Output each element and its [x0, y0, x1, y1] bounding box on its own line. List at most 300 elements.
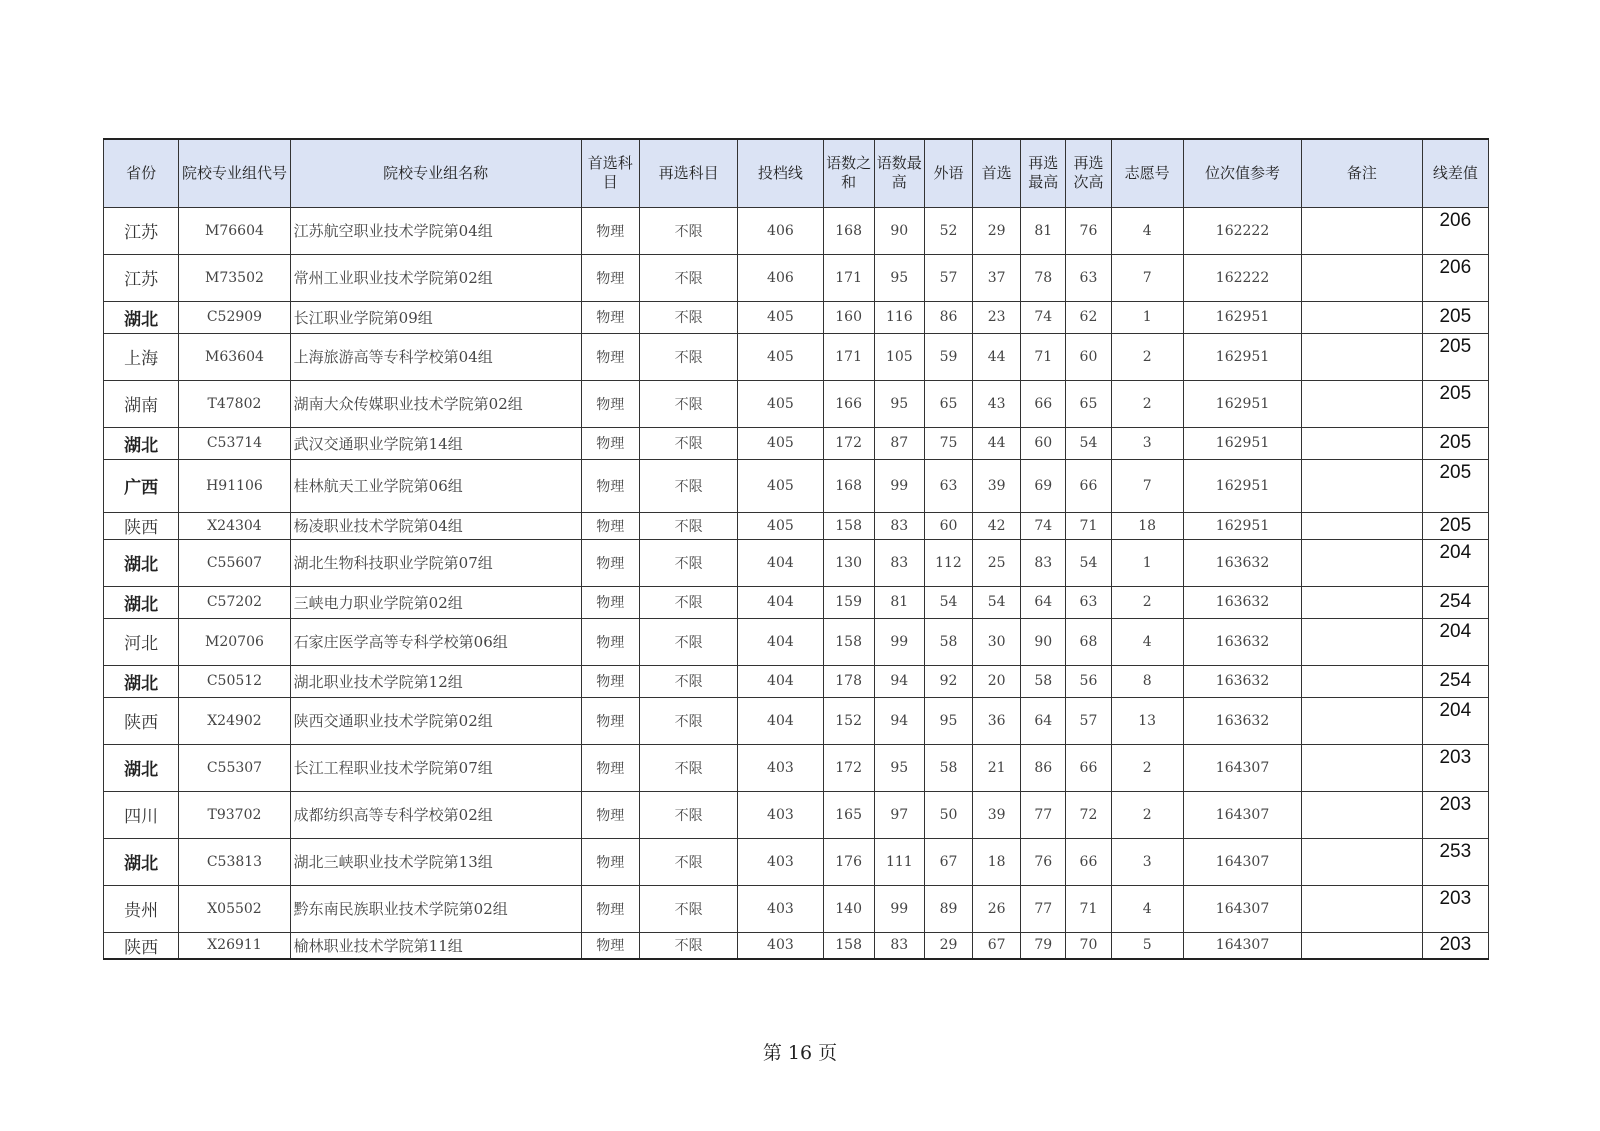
volunteer-number-cell: 2 [1111, 586, 1183, 618]
reselect-second-cell: 68 [1066, 618, 1111, 665]
first-subject-cell: 物理 [581, 697, 639, 744]
table-row [104, 744, 1489, 791]
line-diff-cell: 203 [1422, 932, 1488, 959]
rank-reference-cell: 163632 [1183, 539, 1301, 586]
code-cell: M76604 [179, 207, 290, 254]
note-cell [1302, 427, 1422, 459]
second-subject-cell: 不限 [639, 838, 737, 885]
school-name-cell: 杨凌职业技术学院第04组 [290, 512, 581, 539]
reselect-max-cell: 69 [1021, 459, 1066, 512]
province-cell: 陕西 [104, 512, 179, 539]
chinese-math-sum-cell: 159 [823, 586, 874, 618]
note-cell [1302, 207, 1422, 254]
first-subject-score-cell: 37 [973, 254, 1021, 301]
volunteer-number-cell: 2 [1111, 744, 1183, 791]
rank-reference-cell: 163632 [1183, 665, 1301, 697]
note-cell [1302, 459, 1422, 512]
reselect-second-cell: 60 [1066, 333, 1111, 380]
line-diff-cell: 254 [1422, 665, 1488, 697]
province-cell: 四川 [104, 791, 179, 838]
line-diff-cell: 205 [1422, 512, 1488, 539]
second-subject-cell: 不限 [639, 697, 737, 744]
code-cell: T93702 [179, 791, 290, 838]
note-cell [1302, 838, 1422, 885]
foreign-language-cell: 112 [924, 539, 972, 586]
cutoff-score-cell: 405 [738, 427, 823, 459]
reselect-second-cell: 76 [1066, 207, 1111, 254]
table-row [104, 380, 1489, 427]
chinese-math-sum-cell: 152 [823, 697, 874, 744]
line-diff-cell: 204 [1422, 539, 1488, 586]
foreign-language-cell: 50 [924, 791, 972, 838]
cutoff-score-cell: 403 [738, 791, 823, 838]
chinese-math-max-cell: 97 [874, 791, 924, 838]
cutoff-score-cell: 403 [738, 838, 823, 885]
cutoff-score-cell: 404 [738, 539, 823, 586]
volunteer-number-cell: 18 [1111, 512, 1183, 539]
rank-reference-cell: 162951 [1183, 459, 1301, 512]
volunteer-number-cell: 2 [1111, 791, 1183, 838]
school-name-cell: 桂林航天工业学院第06组 [290, 459, 581, 512]
table-row [104, 791, 1489, 838]
code-cell: M63604 [179, 333, 290, 380]
reselect-max-cell: 60 [1021, 427, 1066, 459]
table-row [104, 459, 1489, 512]
volunteer-number-cell: 7 [1111, 459, 1183, 512]
line-diff-cell: 206 [1422, 254, 1488, 301]
school-name-cell: 三峡电力职业学院第02组 [290, 586, 581, 618]
volunteer-number-cell: 2 [1111, 380, 1183, 427]
note-cell [1302, 885, 1422, 932]
reselect-second-cell: 63 [1066, 586, 1111, 618]
rank-reference-cell: 162951 [1183, 512, 1301, 539]
first-subject-score-cell: 44 [973, 427, 1021, 459]
table-row [104, 838, 1489, 885]
note-cell [1302, 380, 1422, 427]
chinese-math-max-cell: 99 [874, 618, 924, 665]
second-subject-cell: 不限 [639, 380, 737, 427]
first-subject-cell: 物理 [581, 838, 639, 885]
second-subject-cell: 不限 [639, 744, 737, 791]
reselect-max-cell: 77 [1021, 885, 1066, 932]
table-row [104, 539, 1489, 586]
line-diff-cell: 205 [1422, 333, 1488, 380]
reselect-max-cell: 71 [1021, 333, 1066, 380]
volunteer-number-cell: 8 [1111, 665, 1183, 697]
first-subject-score-cell: 23 [973, 301, 1021, 333]
foreign-language-cell: 86 [924, 301, 972, 333]
table-row [104, 207, 1489, 254]
chinese-math-max-cell: 90 [874, 207, 924, 254]
header-cell: 语数最高 [874, 139, 924, 207]
reselect-second-cell: 54 [1066, 539, 1111, 586]
table-row [104, 665, 1489, 697]
volunteer-number-cell: 4 [1111, 885, 1183, 932]
code-cell: C52909 [179, 301, 290, 333]
table-row [104, 333, 1489, 380]
second-subject-cell: 不限 [639, 333, 737, 380]
chinese-math-max-cell: 111 [874, 838, 924, 885]
table-header [104, 139, 1489, 207]
cutoff-score-cell: 406 [738, 207, 823, 254]
chinese-math-sum-cell: 158 [823, 512, 874, 539]
foreign-language-cell: 58 [924, 618, 972, 665]
foreign-language-cell: 58 [924, 744, 972, 791]
second-subject-cell: 不限 [639, 618, 737, 665]
cutoff-score-cell: 405 [738, 333, 823, 380]
line-diff-cell: 203 [1422, 744, 1488, 791]
header-cell: 投档线 [738, 139, 823, 207]
school-name-cell: 湖北职业技术学院第12组 [290, 665, 581, 697]
chinese-math-max-cell: 94 [874, 697, 924, 744]
reselect-second-cell: 56 [1066, 665, 1111, 697]
line-diff-cell: 203 [1422, 885, 1488, 932]
chinese-math-sum-cell: 168 [823, 459, 874, 512]
rank-reference-cell: 162951 [1183, 380, 1301, 427]
first-subject-score-cell: 30 [973, 618, 1021, 665]
reselect-second-cell: 66 [1066, 838, 1111, 885]
note-cell [1302, 301, 1422, 333]
header-cell: 首选科目 [581, 139, 639, 207]
note-cell [1302, 932, 1422, 959]
table-row [104, 301, 1489, 333]
reselect-max-cell: 74 [1021, 301, 1066, 333]
first-subject-cell: 物理 [581, 791, 639, 838]
table-row [104, 512, 1489, 539]
code-cell: M73502 [179, 254, 290, 301]
chinese-math-sum-cell: 172 [823, 427, 874, 459]
chinese-math-max-cell: 99 [874, 885, 924, 932]
rank-reference-cell: 164307 [1183, 932, 1301, 959]
note-cell [1302, 791, 1422, 838]
foreign-language-cell: 29 [924, 932, 972, 959]
cutoff-score-cell: 403 [738, 885, 823, 932]
chinese-math-sum-cell: 178 [823, 665, 874, 697]
table-row [104, 932, 1489, 959]
header-cell: 院校专业组代号 [179, 139, 290, 207]
reselect-second-cell: 57 [1066, 697, 1111, 744]
cutoff-score-cell: 403 [738, 932, 823, 959]
chinese-math-max-cell: 95 [874, 254, 924, 301]
first-subject-cell: 物理 [581, 618, 639, 665]
table-row [104, 427, 1489, 459]
first-subject-score-cell: 29 [973, 207, 1021, 254]
reselect-max-cell: 86 [1021, 744, 1066, 791]
chinese-math-sum-cell: 160 [823, 301, 874, 333]
reselect-max-cell: 64 [1021, 697, 1066, 744]
table-row [104, 586, 1489, 618]
reselect-second-cell: 71 [1066, 512, 1111, 539]
note-cell [1302, 665, 1422, 697]
foreign-language-cell: 63 [924, 459, 972, 512]
cutoff-score-cell: 404 [738, 697, 823, 744]
foreign-language-cell: 54 [924, 586, 972, 618]
first-subject-score-cell: 39 [973, 791, 1021, 838]
line-diff-cell: 205 [1422, 380, 1488, 427]
volunteer-number-cell: 3 [1111, 427, 1183, 459]
first-subject-cell: 物理 [581, 427, 639, 459]
reselect-max-cell: 66 [1021, 380, 1066, 427]
rank-reference-cell: 163632 [1183, 697, 1301, 744]
chinese-math-max-cell: 94 [874, 665, 924, 697]
line-diff-cell: 204 [1422, 618, 1488, 665]
reselect-max-cell: 64 [1021, 586, 1066, 618]
code-cell: C57202 [179, 586, 290, 618]
chinese-math-max-cell: 83 [874, 512, 924, 539]
table-row [104, 885, 1489, 932]
first-subject-score-cell: 42 [973, 512, 1021, 539]
second-subject-cell: 不限 [639, 427, 737, 459]
school-name-cell: 陕西交通职业技术学院第02组 [290, 697, 581, 744]
code-cell: C55607 [179, 539, 290, 586]
second-subject-cell: 不限 [639, 885, 737, 932]
line-diff-cell: 204 [1422, 697, 1488, 744]
volunteer-number-cell: 3 [1111, 838, 1183, 885]
admission-table [103, 138, 1489, 960]
code-cell: X26911 [179, 932, 290, 959]
note-cell [1302, 697, 1422, 744]
chinese-math-sum-cell: 176 [823, 838, 874, 885]
province-cell: 广西 [104, 459, 179, 512]
cutoff-score-cell: 405 [738, 301, 823, 333]
first-subject-score-cell: 44 [973, 333, 1021, 380]
second-subject-cell: 不限 [639, 512, 737, 539]
line-diff-cell: 253 [1422, 838, 1488, 885]
reselect-max-cell: 76 [1021, 838, 1066, 885]
second-subject-cell: 不限 [639, 254, 737, 301]
chinese-math-sum-cell: 158 [823, 932, 874, 959]
reselect-max-cell: 74 [1021, 512, 1066, 539]
second-subject-cell: 不限 [639, 301, 737, 333]
reselect-max-cell: 77 [1021, 791, 1066, 838]
foreign-language-cell: 65 [924, 380, 972, 427]
chinese-math-sum-cell: 166 [823, 380, 874, 427]
first-subject-score-cell: 67 [973, 932, 1021, 959]
province-cell: 河北 [104, 618, 179, 665]
reselect-max-cell: 79 [1021, 932, 1066, 959]
header-cell: 位次值参考 [1183, 139, 1301, 207]
header-cell: 再选最高 [1021, 139, 1066, 207]
foreign-language-cell: 89 [924, 885, 972, 932]
school-name-cell: 上海旅游高等专科学校第04组 [290, 333, 581, 380]
header-cell: 院校专业组名称 [290, 139, 581, 207]
first-subject-cell: 物理 [581, 380, 639, 427]
code-cell: M20706 [179, 618, 290, 665]
rank-reference-cell: 162222 [1183, 207, 1301, 254]
volunteer-number-cell: 13 [1111, 697, 1183, 744]
line-diff-cell: 205 [1422, 427, 1488, 459]
cutoff-score-cell: 405 [738, 380, 823, 427]
foreign-language-cell: 52 [924, 207, 972, 254]
header-cell: 线差值 [1422, 139, 1488, 207]
second-subject-cell: 不限 [639, 459, 737, 512]
reselect-second-cell: 71 [1066, 885, 1111, 932]
table-body [104, 207, 1489, 959]
cutoff-score-cell: 405 [738, 512, 823, 539]
note-cell [1302, 618, 1422, 665]
first-subject-score-cell: 26 [973, 885, 1021, 932]
first-subject-score-cell: 21 [973, 744, 1021, 791]
code-cell: C50512 [179, 665, 290, 697]
chinese-math-max-cell: 95 [874, 380, 924, 427]
foreign-language-cell: 92 [924, 665, 972, 697]
foreign-language-cell: 95 [924, 697, 972, 744]
reselect-second-cell: 65 [1066, 380, 1111, 427]
foreign-language-cell: 67 [924, 838, 972, 885]
header-cell: 语数之和 [823, 139, 874, 207]
second-subject-cell: 不限 [639, 665, 737, 697]
first-subject-cell: 物理 [581, 665, 639, 697]
foreign-language-cell: 57 [924, 254, 972, 301]
school-name-cell: 长江工程职业技术学院第07组 [290, 744, 581, 791]
chinese-math-sum-cell: 158 [823, 618, 874, 665]
first-subject-cell: 物理 [581, 586, 639, 618]
line-diff-cell: 203 [1422, 791, 1488, 838]
province-cell: 上海 [104, 333, 179, 380]
province-cell: 湖北 [104, 586, 179, 618]
foreign-language-cell: 75 [924, 427, 972, 459]
reselect-max-cell: 90 [1021, 618, 1066, 665]
foreign-language-cell: 60 [924, 512, 972, 539]
header-cell: 再选次高 [1066, 139, 1111, 207]
line-diff-cell: 206 [1422, 207, 1488, 254]
province-cell: 贵州 [104, 885, 179, 932]
chinese-math-max-cell: 83 [874, 539, 924, 586]
admission-table-sheet [103, 138, 1489, 960]
chinese-math-max-cell: 99 [874, 459, 924, 512]
chinese-math-max-cell: 87 [874, 427, 924, 459]
header-cell: 志愿号 [1111, 139, 1183, 207]
line-diff-cell: 254 [1422, 586, 1488, 618]
chinese-math-max-cell: 83 [874, 932, 924, 959]
code-cell: X24304 [179, 512, 290, 539]
reselect-max-cell: 78 [1021, 254, 1066, 301]
province-cell: 湖南 [104, 380, 179, 427]
chinese-math-sum-cell: 171 [823, 254, 874, 301]
cutoff-score-cell: 406 [738, 254, 823, 301]
province-cell: 陕西 [104, 932, 179, 959]
first-subject-score-cell: 54 [973, 586, 1021, 618]
first-subject-cell: 物理 [581, 207, 639, 254]
first-subject-cell: 物理 [581, 254, 639, 301]
second-subject-cell: 不限 [639, 207, 737, 254]
school-name-cell: 榆林职业技术学院第11组 [290, 932, 581, 959]
header-cell: 备注 [1302, 139, 1422, 207]
first-subject-score-cell: 43 [973, 380, 1021, 427]
reselect-max-cell: 83 [1021, 539, 1066, 586]
first-subject-cell: 物理 [581, 539, 639, 586]
second-subject-cell: 不限 [639, 539, 737, 586]
first-subject-score-cell: 20 [973, 665, 1021, 697]
province-cell: 湖北 [104, 301, 179, 333]
reselect-second-cell: 66 [1066, 459, 1111, 512]
rank-reference-cell: 164307 [1183, 791, 1301, 838]
first-subject-cell: 物理 [581, 512, 639, 539]
cutoff-score-cell: 404 [738, 586, 823, 618]
chinese-math-max-cell: 81 [874, 586, 924, 618]
code-cell: X24902 [179, 697, 290, 744]
rank-reference-cell: 164307 [1183, 885, 1301, 932]
school-name-cell: 石家庄医学高等专科学校第06组 [290, 618, 581, 665]
header-cell: 外语 [924, 139, 972, 207]
line-diff-cell: 205 [1422, 301, 1488, 333]
reselect-second-cell: 66 [1066, 744, 1111, 791]
chinese-math-sum-cell: 165 [823, 791, 874, 838]
chinese-math-max-cell: 95 [874, 744, 924, 791]
table-row [104, 254, 1489, 301]
header-cell: 再选科目 [639, 139, 737, 207]
province-cell: 湖北 [104, 744, 179, 791]
volunteer-number-cell: 1 [1111, 301, 1183, 333]
second-subject-cell: 不限 [639, 932, 737, 959]
school-name-cell: 湖北三峡职业技术学院第13组 [290, 838, 581, 885]
first-subject-cell: 物理 [581, 744, 639, 791]
province-cell: 湖北 [104, 427, 179, 459]
reselect-second-cell: 62 [1066, 301, 1111, 333]
code-cell: C55307 [179, 744, 290, 791]
chinese-math-max-cell: 105 [874, 333, 924, 380]
rank-reference-cell: 162222 [1183, 254, 1301, 301]
school-name-cell: 湖南大众传媒职业技术学院第02组 [290, 380, 581, 427]
table-row [104, 697, 1489, 744]
school-name-cell: 武汉交通职业学院第14组 [290, 427, 581, 459]
school-name-cell: 成都纺织高等专科学校第02组 [290, 791, 581, 838]
note-cell [1302, 512, 1422, 539]
foreign-language-cell: 59 [924, 333, 972, 380]
first-subject-cell: 物理 [581, 459, 639, 512]
note-cell [1302, 539, 1422, 586]
rank-reference-cell: 163632 [1183, 618, 1301, 665]
rank-reference-cell: 162951 [1183, 333, 1301, 380]
code-cell: C53813 [179, 838, 290, 885]
volunteer-number-cell: 2 [1111, 333, 1183, 380]
chinese-math-sum-cell: 171 [823, 333, 874, 380]
volunteer-number-cell: 4 [1111, 207, 1183, 254]
rank-reference-cell: 163632 [1183, 586, 1301, 618]
reselect-second-cell: 63 [1066, 254, 1111, 301]
rank-reference-cell: 162951 [1183, 427, 1301, 459]
rank-reference-cell: 164307 [1183, 838, 1301, 885]
province-cell: 湖北 [104, 539, 179, 586]
header-cell: 省份 [104, 139, 179, 207]
chinese-math-sum-cell: 168 [823, 207, 874, 254]
header-cell: 首选 [973, 139, 1021, 207]
rank-reference-cell: 164307 [1183, 744, 1301, 791]
province-cell: 湖北 [104, 838, 179, 885]
note-cell [1302, 254, 1422, 301]
first-subject-cell: 物理 [581, 885, 639, 932]
volunteer-number-cell: 1 [1111, 539, 1183, 586]
rank-reference-cell: 162951 [1183, 301, 1301, 333]
first-subject-cell: 物理 [581, 333, 639, 380]
reselect-second-cell: 70 [1066, 932, 1111, 959]
first-subject-score-cell: 36 [973, 697, 1021, 744]
reselect-second-cell: 54 [1066, 427, 1111, 459]
first-subject-score-cell: 39 [973, 459, 1021, 512]
province-cell: 陕西 [104, 697, 179, 744]
note-cell [1302, 333, 1422, 380]
page-number: 第 16 页 [762, 1042, 838, 1064]
second-subject-cell: 不限 [639, 791, 737, 838]
chinese-math-max-cell: 116 [874, 301, 924, 333]
first-subject-cell: 物理 [581, 301, 639, 333]
reselect-max-cell: 81 [1021, 207, 1066, 254]
school-name-cell: 常州工业职业技术学院第02组 [290, 254, 581, 301]
cutoff-score-cell: 403 [738, 744, 823, 791]
code-cell: X05502 [179, 885, 290, 932]
line-diff-cell: 205 [1422, 459, 1488, 512]
code-cell: H91106 [179, 459, 290, 512]
